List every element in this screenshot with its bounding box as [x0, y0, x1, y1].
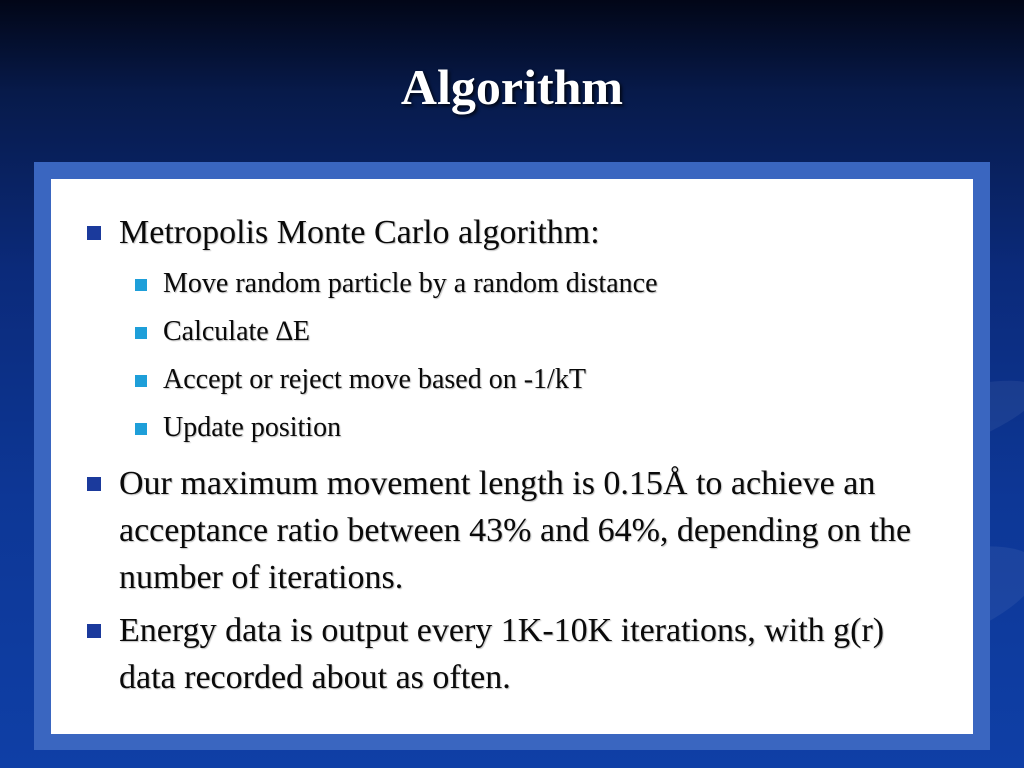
content-frame [34, 162, 990, 750]
sub-bullet-list [119, 260, 933, 452]
square-bullet-icon [135, 327, 147, 339]
square-bullet-icon [87, 624, 101, 638]
sub-bullet-text: Move random particle by a random distance [163, 268, 658, 299]
content-box [51, 179, 973, 734]
sub-bullet-item [133, 308, 933, 356]
bullet-item [81, 607, 933, 701]
square-bullet-icon [87, 226, 101, 240]
sub-bullet-text: Calculate ∆E [163, 316, 310, 347]
square-bullet-icon [135, 279, 147, 291]
bullet-text: Metropolis Monte Carlo algorithm: [119, 214, 600, 251]
square-bullet-icon [135, 423, 147, 435]
sub-bullet-item [133, 404, 933, 452]
sub-bullet-item [133, 356, 933, 404]
sub-bullet-item [133, 260, 933, 308]
bullet-text: Our maximum movement length is 0.15Å to achieve an acceptance ratio between 43% and 64%, depending on the number of iterations. [119, 465, 912, 596]
slide-title: Algorithm [400, 59, 624, 115]
sub-bullet-text: Update position [163, 412, 342, 443]
square-bullet-icon [135, 375, 147, 387]
square-bullet-icon [87, 477, 101, 491]
bullet-list [81, 209, 933, 701]
bullet-item [81, 460, 933, 601]
bullet-item [81, 209, 933, 452]
sub-bullet-text: Accept or reject move based on -1/kT [163, 364, 586, 395]
bullet-text: Energy data is output every 1K-10K iterations, with g(r) data recorded about as often. [119, 612, 885, 696]
